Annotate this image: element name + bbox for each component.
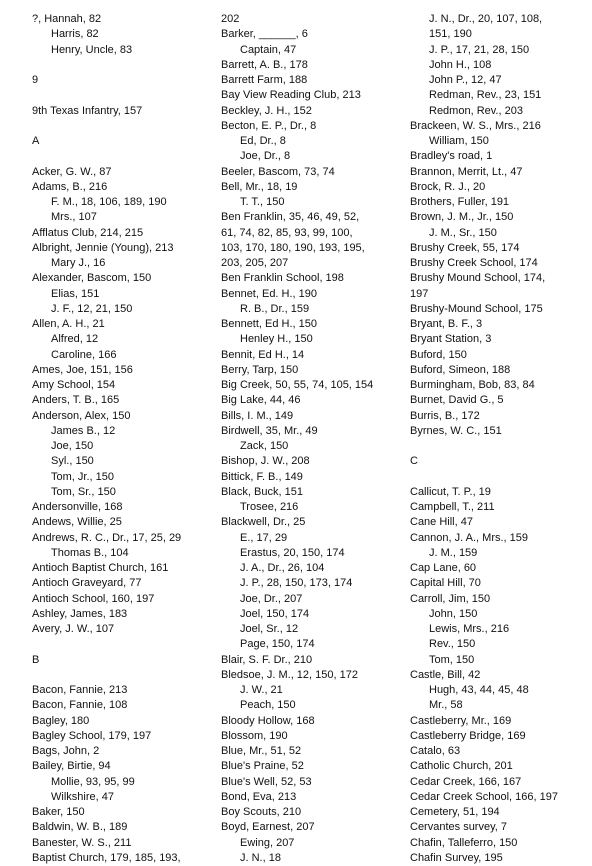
index-entry: Andews, Willie, 25	[32, 516, 122, 529]
index-entry: 202	[221, 13, 240, 25]
index-entry: Buford, 150	[410, 348, 467, 361]
index-subentry: Peach, 150	[240, 699, 296, 712]
index-entry: Catalo, 63	[410, 745, 461, 757]
index-subentry: Mollie, 93, 95, 99	[51, 775, 135, 788]
index-entry: Blossom, 190	[221, 729, 288, 742]
index-entry: Birdwell, 35, Mr., 49	[221, 424, 318, 437]
index-subentry: Redmon, Rev., 203	[429, 104, 523, 117]
index-entry: Allen, A. H., 21	[32, 318, 105, 330]
index-column-1	[32, 12, 212, 866]
index-subentry: Elias, 151	[51, 287, 100, 300]
index-entry: Bloody Hollow, 168	[221, 714, 315, 727]
index-entry: Burris, B., 172	[410, 409, 480, 422]
index-entry: Alexander, Bascom, 150	[32, 272, 152, 285]
index-entry: Bennit, Ed H., 14	[221, 348, 305, 361]
index-entry: 103, 170, 180, 190, 193, 195,	[221, 241, 365, 254]
index-subentry: Trosee, 216	[240, 501, 299, 513]
section-letter-heading: A	[32, 135, 40, 147]
section-letter-heading: B	[32, 653, 40, 666]
index-entry: Bagley, 180	[32, 714, 90, 727]
index-entry: Brushy Creek, 55, 174	[410, 241, 520, 254]
index-subentry: Joel, Sr., 12	[240, 623, 299, 635]
index-entry: Chafin Survey, 195	[410, 851, 503, 864]
index-entry: Brushy-Mound School, 175	[410, 302, 543, 315]
index-subentry: Joe, Dr., 8	[240, 150, 291, 163]
index-subentry: Joel, 150, 174	[240, 607, 310, 620]
index-entry: Antioch Baptist Church, 161	[32, 562, 169, 574]
index-entry: Bennett, Ed H., 150	[221, 318, 318, 330]
index-subentry: Henry, Uncle, 83	[51, 43, 133, 56]
index-subentry: Mr., 58	[429, 699, 463, 712]
index-entry: Becton, E. P., Dr., 8	[221, 119, 317, 132]
blank-line	[32, 637, 212, 652]
index-entry: Amy School, 154	[32, 379, 116, 391]
blank-line	[32, 119, 212, 134]
index-subentry: J. A., Dr., 26, 104	[240, 562, 325, 574]
index-entry: Baker, 150	[32, 806, 85, 818]
index-entry: Boy Scouts, 210	[221, 806, 302, 818]
index-entry: Cervantes survey, 7	[410, 821, 508, 834]
blank-line	[32, 668, 212, 683]
index-entry: Catholic Church, 201	[410, 760, 513, 773]
index-entry: Andrews, R. C., Dr., 17, 25, 29	[32, 531, 182, 544]
index-subentry: J. P., 28, 150, 173, 174	[240, 577, 353, 590]
index-entry: Berry, Tarp, 150	[221, 363, 299, 376]
index-entry: Bacon, Fannie, 108	[32, 699, 128, 712]
index-subentry: John P., 12, 47	[429, 74, 502, 86]
index-entry: Blue's Praine, 52	[221, 760, 304, 773]
index-subentry: 151, 190	[429, 28, 472, 41]
index-subentry: Zack, 150	[240, 440, 289, 452]
index-subentry: J. P., 17, 21, 28, 150	[429, 43, 530, 56]
index-entry: Baldwin, W. B., 189	[32, 821, 128, 834]
index-entry: Campbell, T., 211	[410, 501, 495, 513]
index-entry: Cedar Creek School, 166, 197	[410, 790, 558, 803]
index-entry: Antioch Graveyard, 77	[32, 577, 142, 590]
index-entry: Anders, T. B., 165	[32, 394, 120, 407]
index-entry: Bond, Eva, 213	[221, 790, 297, 803]
index-entry: Bledsoe, J. M., 12, 150, 172	[221, 668, 358, 681]
index-subentry: E., 17, 29	[240, 531, 288, 544]
index-entry: Brown, J. M., Jr., 150	[410, 211, 514, 224]
index-subentry: Page, 150, 174	[240, 638, 315, 651]
index-entry: 197	[410, 287, 429, 300]
index-entry: Bell, Mr., 18, 19	[221, 180, 298, 193]
index-subentry: Lewis, Mrs., 216	[429, 623, 510, 635]
index-subentry: James B., 12	[51, 424, 116, 437]
index-entry: 61, 74, 82, 85, 93, 99, 100,	[221, 226, 353, 239]
index-entry: Bittick, F. B., 149	[221, 470, 303, 483]
index-subentry: William, 150	[429, 135, 489, 147]
index-entry: Burmingham, Bob, 83, 84	[410, 379, 535, 391]
index-subentry: J. N., 18	[240, 851, 281, 864]
index-entry: Beckley, J. H., 152	[221, 104, 312, 117]
index-entry: Brackeen, W. S., Mrs., 216	[410, 119, 541, 132]
index-entry: Castle, Bill, 42	[410, 668, 481, 681]
section-letter-heading: C	[410, 455, 418, 468]
index-entry: Bacon, Fannie, 213	[32, 684, 128, 696]
index-subentry: Thomas B., 104	[51, 546, 129, 559]
index-entry: Ben Franklin School, 198	[221, 272, 344, 285]
index-entry: Andersonville, 168	[32, 501, 123, 513]
index-entry: Barrett, A. B., 178	[221, 58, 308, 71]
index-entry: Bags, John, 2	[32, 745, 100, 757]
index-entry: Cedar Creek, 166, 167	[410, 775, 522, 788]
index-entry: Black, Buck, 151	[221, 485, 303, 498]
index-subentry: Mrs., 107	[51, 211, 97, 224]
index-subentry: Erastus, 20, 150, 174	[240, 546, 345, 559]
index-entry: Antioch School, 160, 197	[32, 592, 155, 605]
index-entry: 203, 205, 207	[221, 257, 289, 269]
index-subentry: Ewing, 207	[240, 836, 295, 849]
index-entry: Anderson, Alex, 150	[32, 409, 131, 422]
index-entry: Ben Franklin, 35, 46, 49, 52,	[221, 211, 360, 224]
index-entry: Blue's Well, 52, 53	[221, 775, 312, 788]
index-entry: Beeler, Bascom, 73, 74	[221, 165, 335, 178]
index-entry: Bailey, Birtie, 94	[32, 760, 111, 773]
index-entry: Cemetery, 51, 194	[410, 806, 500, 818]
section-letter-heading: 9	[32, 74, 39, 86]
blank-line	[32, 58, 212, 73]
blank-line	[32, 88, 212, 103]
index-entry: Blackwell, Dr., 25	[221, 516, 306, 529]
index-entry: Ashley, James, 183	[32, 607, 128, 620]
index-entry: Cap Lane, 60	[410, 562, 477, 574]
index-entry: Barker, ______, 6	[221, 28, 308, 41]
index-entry: Banester, W. S., 211	[32, 836, 132, 849]
index-subentry: Redman, Rev., 23, 151	[429, 89, 542, 102]
index-entry: Bradley's road, 1	[410, 150, 493, 163]
index-subentry: Tom, 150	[429, 653, 475, 666]
index-subentry: Captain, 47	[240, 43, 297, 56]
index-entry: Cannon, J. A., Mrs., 159	[410, 531, 529, 544]
index-subentry: Ed, Dr., 8	[240, 135, 286, 147]
index-entry: Boyd, Earnest, 207	[221, 821, 315, 834]
index-entry: Big Creek, 50, 55, 74, 105, 154	[221, 379, 374, 391]
index-subentry: J. F., 12, 21, 150	[51, 302, 133, 315]
index-entry: Albright, Jennie (Young), 213	[32, 241, 174, 254]
index-entry: Blue, Mr., 51, 52	[221, 745, 302, 757]
index-column-3	[410, 12, 590, 866]
index-entry: Adams, B., 216	[32, 180, 108, 193]
index-subentry: J. M., Sr., 150	[429, 226, 497, 239]
index-entry: Barrett Farm, 188	[221, 74, 308, 86]
index-subentry: J. M., 159	[429, 546, 478, 559]
index-entry: Brushy Mound School, 174,	[410, 272, 546, 285]
index-subentry: Henley H., 150	[240, 333, 313, 346]
index-entry: Brock, R. J., 20	[410, 180, 486, 193]
blank-line	[410, 439, 590, 454]
index-subentry: T. T., 150	[240, 196, 285, 208]
index-entry: Bills, I. M., 149	[221, 409, 294, 422]
index-entry: Brothers, Fuller, 191	[410, 196, 510, 208]
index-subentry: Syl., 150	[51, 455, 94, 468]
index-subentry: Joe, Dr., 207	[240, 592, 303, 605]
index-entry: Chafin, Talleferro, 150	[410, 836, 518, 849]
index-subentry: Wilkshire, 47	[51, 790, 114, 803]
index-subentry: Alfred, 12	[51, 333, 99, 346]
index-entry: Byrnes, W. C., 151	[410, 424, 502, 437]
index-entry: Bay View Reading Club, 213	[221, 89, 361, 102]
index-subentry: Mary J., 16	[51, 257, 106, 269]
index-entry: Capital Hill, 70	[410, 577, 481, 590]
index-entry: Big Lake, 44, 46	[221, 394, 301, 407]
index-subentry: Joe, 150	[51, 440, 94, 452]
index-column-2	[221, 12, 401, 866]
index-subentry: R. B., Dr., 159	[240, 302, 310, 315]
index-entry: Brannon, Merrit, Lt., 47	[410, 165, 523, 178]
index-entry: Avery, J. W., 107	[32, 623, 115, 635]
index-subentry: J. N., Dr., 20, 107, 108,	[429, 13, 543, 25]
blank-line	[32, 149, 212, 164]
index-subentry: Tom, Jr., 150	[51, 470, 114, 483]
index-subentry: Caroline, 166	[51, 348, 117, 361]
index-entry: Bennet, Ed. H., 190	[221, 287, 318, 300]
index-entry: 9th Texas Infantry, 157	[32, 104, 143, 117]
index-entry: Ames, Joe, 151, 156	[32, 363, 133, 376]
index-entry: Cane Hill, 47	[410, 516, 473, 529]
index-entry: Burnet, David G., 5	[410, 394, 504, 407]
index-entry: Brushy Creek School, 174	[410, 257, 538, 269]
index-entry: Bryant, B. F., 3	[410, 318, 483, 330]
index-subentry: F. M., 18, 106, 189, 190	[51, 196, 167, 208]
index-entry: Bagley School, 179, 197	[32, 729, 152, 742]
index-entry: Blair, S. F. Dr., 210	[221, 653, 313, 666]
index-entry: Baptist Church, 179, 185, 193,	[32, 851, 181, 864]
index-entry: Bryant Station, 3	[410, 333, 492, 346]
index-subentry: John, 150	[429, 607, 478, 620]
index-entry: Afflatus Club, 214, 215	[32, 226, 144, 239]
index-entry: Bishop, J. W., 208	[221, 455, 310, 468]
index-entry: Acker, G. W., 87	[32, 165, 112, 178]
index-entry: ?, Hannah, 82	[32, 13, 102, 25]
index-entry: Buford, Simeon, 188	[410, 363, 511, 376]
index-entry: Carroll, Jim, 150	[410, 592, 491, 605]
index-entry: Castleberry Bridge, 169	[410, 729, 526, 742]
index-subentry: J. W., 21	[240, 684, 283, 696]
index-subentry: Tom, Sr., 150	[51, 485, 116, 498]
index-entry: Castleberry, Mr., 169	[410, 714, 512, 727]
blank-line	[410, 470, 590, 485]
index-subentry: Harris, 82	[51, 28, 99, 41]
index-subentry: Hugh, 43, 44, 45, 48	[429, 684, 529, 696]
index-subentry: John H., 108	[429, 58, 492, 71]
index-entry: Callicut, T. P., 19	[410, 485, 491, 498]
index-subentry: Rev., 150	[429, 638, 476, 651]
